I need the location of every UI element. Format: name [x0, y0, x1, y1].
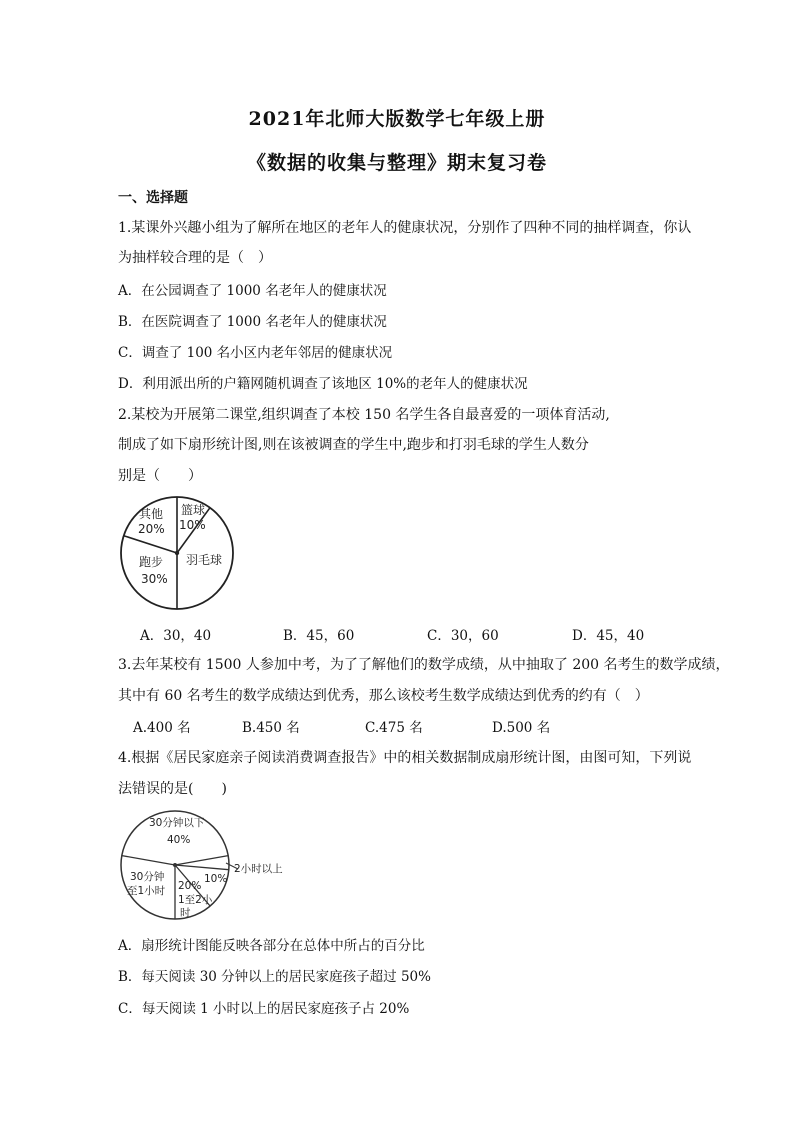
pie1-value-other: 20% — [138, 522, 165, 536]
q2-option-d: D．45，40 — [572, 628, 645, 644]
q3-option-c: C.475 名 — [365, 720, 423, 736]
q4-stem-line2: 法错误的是( ) — [118, 781, 227, 797]
pie2-label-1-to-2h-line1: 1至2小 — [178, 894, 213, 906]
q3-stem-line2: 其中有 60 名考生的数学成绩达到优秀，那么该校考生数学成绩达到优秀的约有（ ） — [118, 688, 649, 704]
q3-option-a: A.400 名 — [133, 720, 191, 736]
pie2-label-over-2h: 2小时以上 — [234, 863, 283, 875]
pie1-value-running: 30% — [141, 572, 168, 586]
pie2-label-1-to-2h-line2: 时 — [180, 907, 191, 919]
q4-stem-line1: 4.根据《居民家庭亲子阅读消费调查报告》中的相关数据制成扇形统计图，由图可知，下列说 — [118, 750, 692, 766]
q1-stem-line1: 1.某课外兴趣小组为了解所在地区的老年人的健康状况，分别作了四种不同的抽样调查，你认 — [118, 220, 692, 236]
pie2-label-30min-to-1h-line2: 至1小时 — [127, 885, 166, 897]
pie2-label-30min-to-1h-line1: 30分钟 — [130, 871, 165, 883]
q4-option-b: B．每天阅读 30 分钟以上的居民家庭孩子超过 50% — [118, 969, 431, 985]
q2-stem-line1: 2.某校为开展第二课堂,组织调查了本校 150 名学生各自最喜爱的一项体育活动, — [118, 407, 610, 423]
pie1-label-other: 其他 — [139, 507, 164, 521]
q1-option-c: C．调查了 100 名小区内老年邻居的健康状况 — [118, 345, 393, 361]
pie2-label-under-30min: 30分钟以下 — [149, 817, 205, 829]
page-subtitle: 《数据的收集与整理》期末复习卷 — [246, 152, 547, 174]
q1-option-d: D．利用派出所的户籍网随机调查了该地区 10%的老年人的健康状况 — [118, 376, 528, 392]
pie2-center-dot — [173, 863, 177, 867]
section-heading: 一、选择题 — [118, 190, 188, 206]
pie2-divider-right — [175, 865, 229, 870]
q3-option-b: B.450 名 — [242, 720, 300, 736]
pie2-divider-left — [122, 856, 175, 865]
q2-option-a: A．30，40 — [140, 628, 212, 644]
pie-chart-sports — [118, 494, 238, 612]
q1-stem-line2: 为抽样较合理的是（ ） — [118, 250, 272, 266]
pie2-value-under-30min: 40% — [167, 834, 191, 846]
pie1-label-running: 跑步 — [139, 555, 164, 569]
q2-stem-line3: 别是（ ） — [118, 468, 202, 484]
pie2-value-slice-10: 10% — [204, 873, 228, 885]
pie1-label-basketball: 篮球 — [181, 503, 206, 517]
q2-option-c: C．30，60 — [427, 628, 499, 644]
pie-chart-reading-time — [118, 806, 294, 922]
pie1-label-badminton: 羽毛球 — [186, 553, 223, 567]
pie1-value-basketball: 10% — [179, 518, 206, 532]
q1-option-b: B．在医院调查了 1000 名老年人的健康状况 — [118, 314, 387, 330]
q3-option-d: D.500 名 — [492, 720, 551, 736]
q2-stem-line2: 制成了如下扇形统计图,则在该被调查的学生中,跑步和打羽毛球的学生人数分 — [118, 437, 589, 453]
pie1-divider-left — [124, 536, 177, 553]
page-title: 2021年北师大版数学七年级上册 — [248, 108, 546, 130]
q4-option-c: C．每天阅读 1 小时以上的居民家庭孩子占 20% — [118, 1001, 410, 1017]
pie1-center-dot — [175, 551, 179, 555]
q3-stem-line1: 3.去年某校有 1500 人参加中考，为了了解他们的数学成绩，从中抽取了 200 名考生的数学成绩， — [118, 657, 730, 673]
q4-option-a: A．扇形统计图能反映各部分在总体中所占的百分比 — [118, 938, 425, 954]
pie2-value-1-to-2h: 20% — [178, 880, 202, 892]
q1-option-a: A．在公园调查了 1000 名老年人的健康状况 — [118, 283, 387, 299]
q2-option-b: B．45，60 — [283, 628, 355, 644]
pie2-divider-upper-right — [175, 856, 228, 865]
